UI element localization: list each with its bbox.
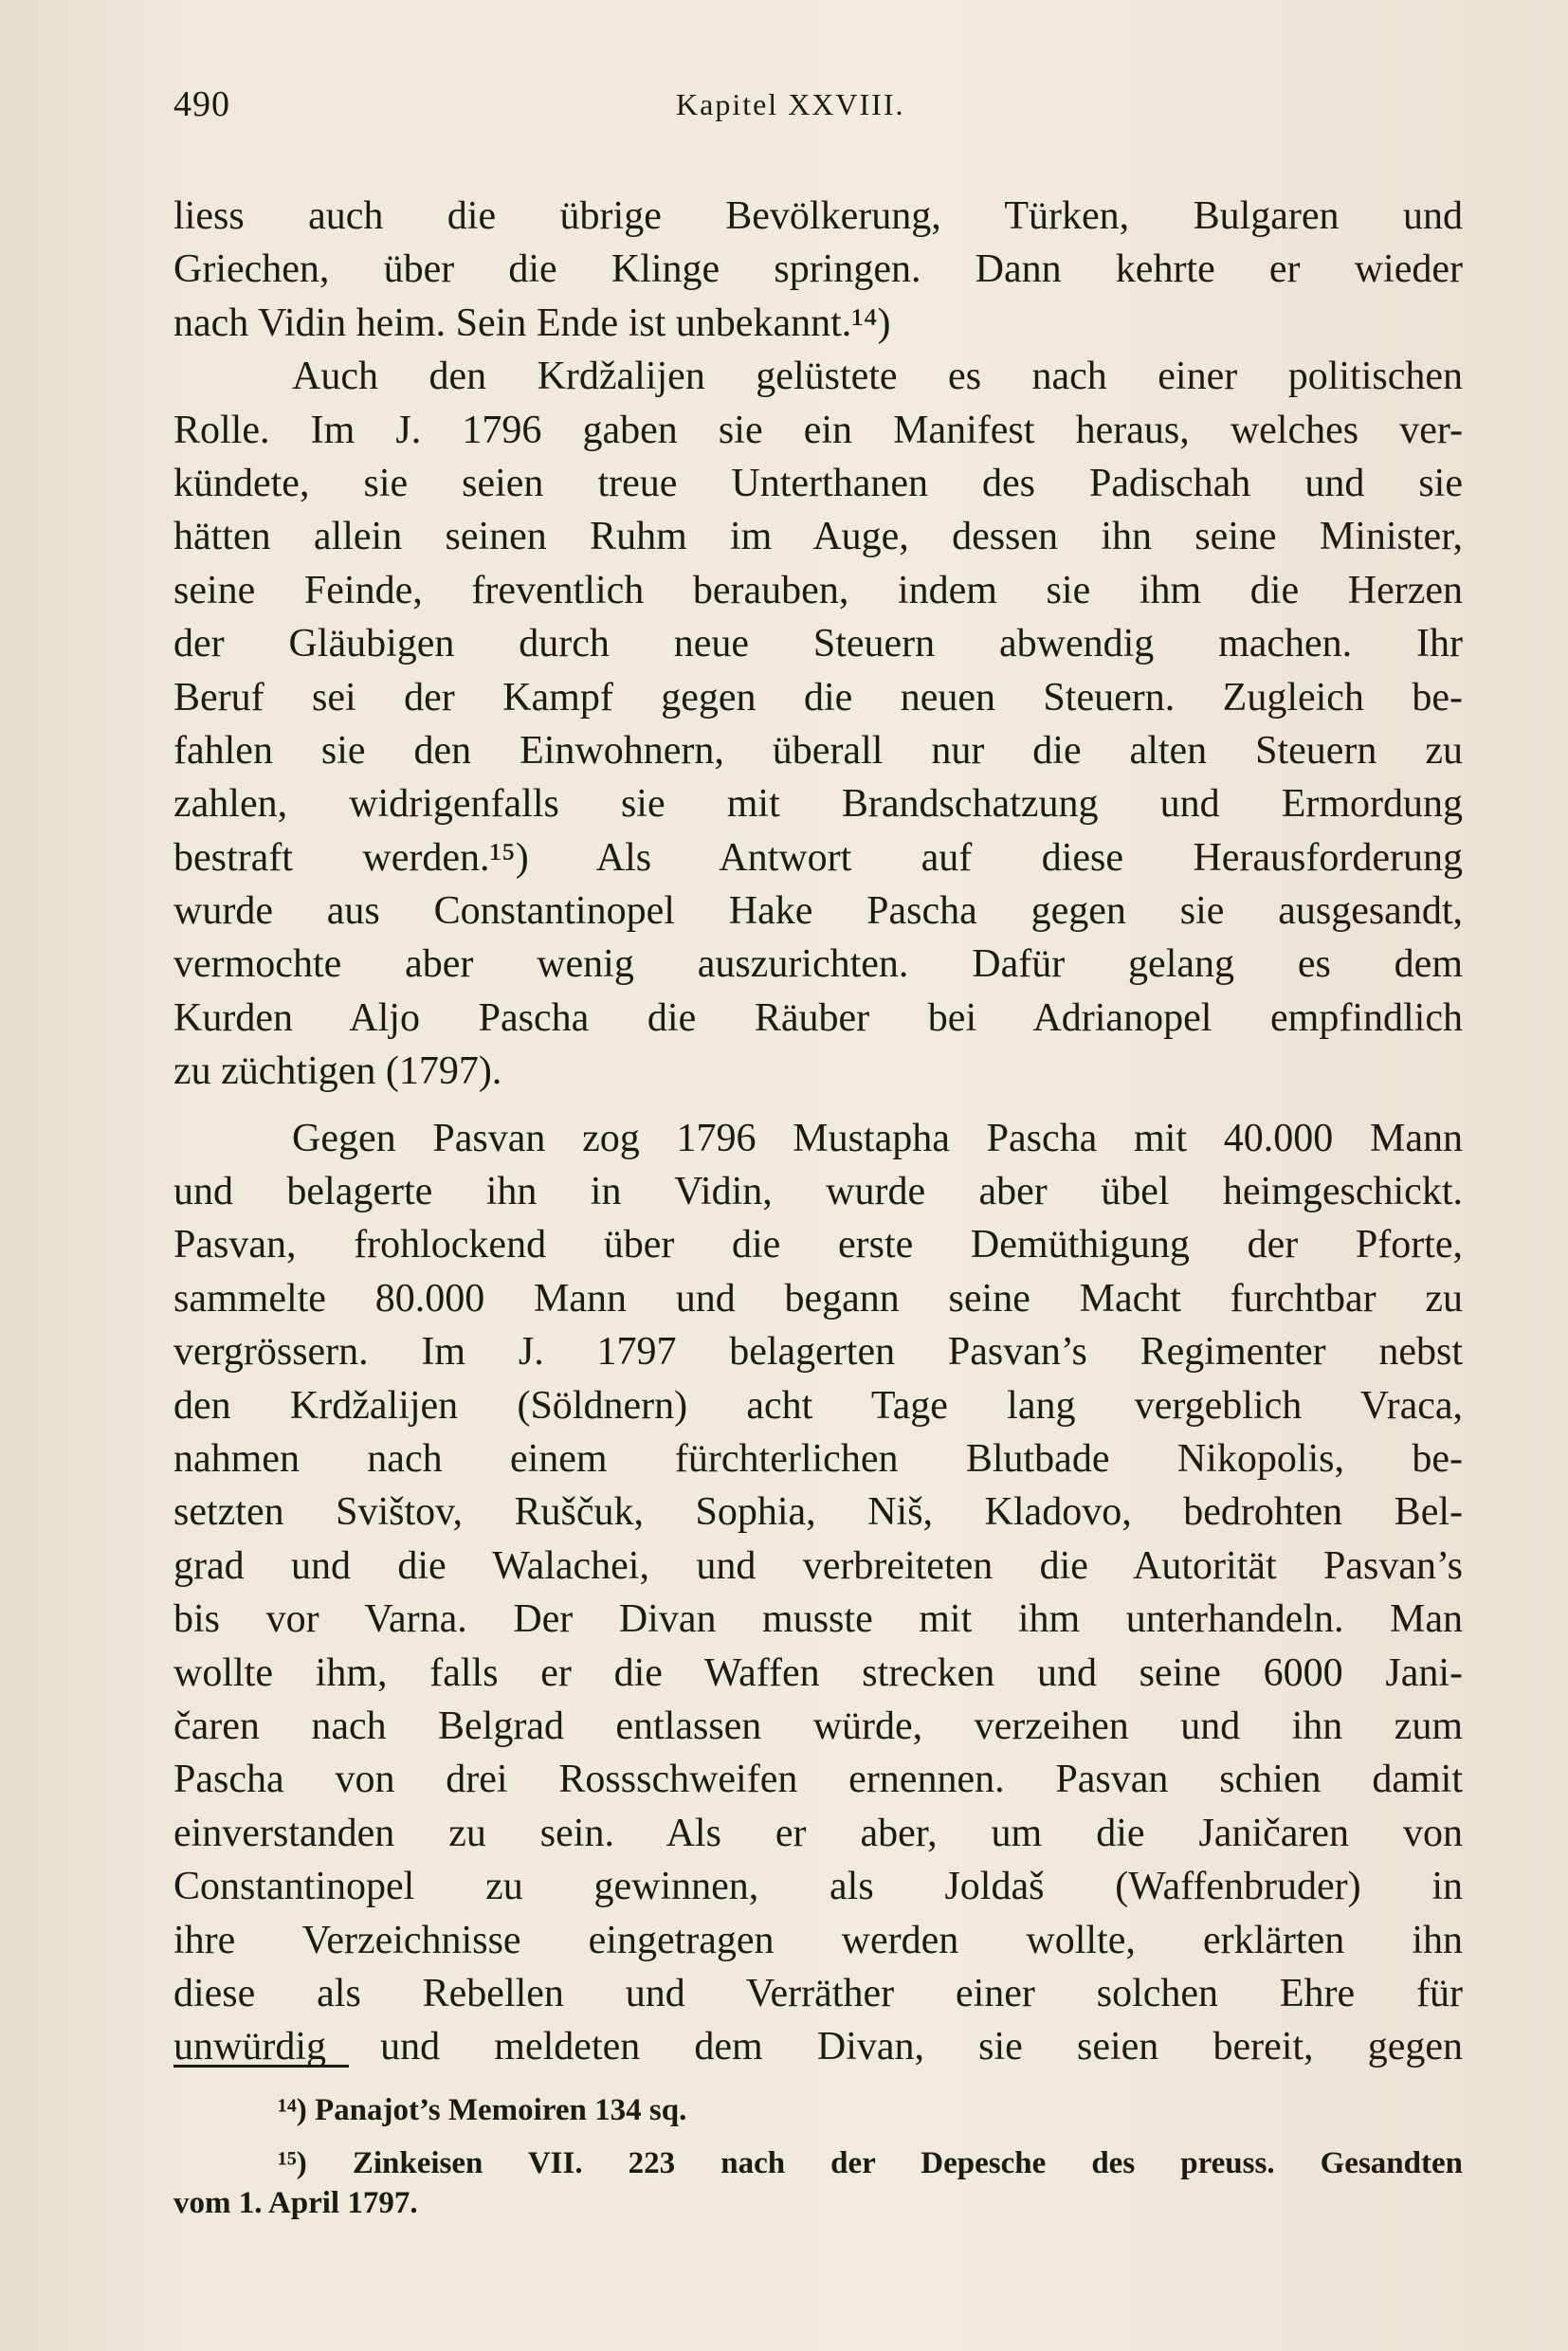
text-line: Rolle. Im J. 1796 gaben sie ein Manifest heraus, welches ver- xyxy=(173,408,1463,452)
text-line: kündete, sie seien treue Unterthanen des Padischah und sie xyxy=(173,461,1463,505)
text-line: wollte ihm, falls er die Waffen strecken und seine 6000 Jani- xyxy=(173,1650,1463,1695)
text-line: Pasvan, frohlockend über die erste Demüthigung der Pforte, xyxy=(173,1223,1463,1267)
text-line: bestraft werden.¹⁵) Als Antwort auf diese Herausforderung xyxy=(173,835,1463,880)
footnote-14: ¹⁴) Panajot’s Memoiren 134 sq. xyxy=(278,2093,687,2127)
text-line: und belagerte ihn in Vidin, wurde aber übel heimgeschickt. xyxy=(173,1170,1463,1214)
footnote-15: ¹⁵) Zinkeisen VII. 223 nach der Depesche des preuss. Gesandten xyxy=(278,2146,1463,2180)
text-line: Gegen Pasvan zog 1796 Mustapha Pascha mit 40.000 Mann xyxy=(292,1116,1463,1160)
body-text xyxy=(173,190,1463,2074)
text-line: nach Vidin heim. Sein Ende ist unbekannt.¹⁴) xyxy=(173,301,891,345)
text-line: bis vor Varna. Der Divan musste mit ihm unterhandeln. Man xyxy=(173,1597,1463,1642)
running-head: Kapitel XXVIII. xyxy=(676,87,905,121)
text-line: sammelte 80.000 Mann und begann seine Macht furchtbar zu xyxy=(173,1276,1463,1321)
text-line: Kurden Aljo Pascha die Räuber bei Adrianopel empfindlich xyxy=(173,995,1463,1040)
text-line: vermochte aber wenig auszurichten. Dafür gelang es dem xyxy=(173,942,1463,987)
text-line: nahmen nach einem fürchterlichen Blutbade Nikopolis, be- xyxy=(173,1436,1463,1481)
page-header xyxy=(173,83,1463,140)
footnote-15-continued: vom 1. April 1797. xyxy=(173,2186,418,2220)
text-line: diese als Rebellen und Verräther einer solchen Ehre für xyxy=(173,1971,1463,2015)
text-line: zahlen, widrigenfalls sie mit Brandschatzung und Ermordung xyxy=(173,782,1463,827)
text-line: setzten Svištov, Ruščuk, Sophia, Niš, Kladovo, bedrohten Bel- xyxy=(173,1490,1463,1535)
text-line: einverstanden zu sein. Als er aber, um die Janičaren von xyxy=(173,1811,1463,1855)
text-line: unwürdig und meldeten dem Divan, sie seien bereit, gegen xyxy=(173,2025,1463,2069)
text-line: Griechen, über die Klinge springen. Dann kehrte er wieder xyxy=(173,247,1463,292)
page-number: 490 xyxy=(173,84,230,124)
text-line: Auch den Krdžalijen gelüstete es nach einer politischen xyxy=(292,355,1463,399)
text-line: ihre Verzeichnisse eingetragen werden wollte, erklärten ihn xyxy=(173,1918,1463,1962)
text-line: Constantinopel zu gewinnen, als Joldaš (Waffenbruder) in xyxy=(173,1865,1463,1909)
text-line: fahlen sie den Einwohnern, überall nur die alten Steuern zu xyxy=(173,728,1463,773)
text-line: liess auch die übrige Bevölkerung, Türken, Bulgaren und xyxy=(173,194,1463,238)
text-line: vergrössern. Im J. 1797 belagerten Pasvan’s Regimenter nebst xyxy=(173,1330,1463,1375)
footnote-gap xyxy=(173,2130,1463,2143)
text-line: den Krdžalijen (Söldnern) acht Tage lang vergeblich Vraca, xyxy=(173,1383,1463,1428)
text-line: der Gläubigen durch neue Steuern abwendig machen. Ihr xyxy=(173,622,1463,666)
text-line: seine Feinde, freventlich berauben, indem sie ihm die Herzen xyxy=(173,568,1463,612)
text-line: Pascha von drei Rossschweifen ernennen. Pasvan schien damit xyxy=(173,1758,1463,1802)
text-line: zu züchtigen (1797). xyxy=(173,1049,502,1094)
footnotes xyxy=(173,2090,1463,2223)
text-line: wurde aus Constantinopel Hake Pascha gegen sie ausgesandt, xyxy=(173,889,1463,934)
text-line: Beruf sei der Kampf gegen die neuen Steuern. Zugleich be- xyxy=(173,675,1463,720)
text-line: hätten allein seinen Ruhm im Auge, dessen ihn seine Minister, xyxy=(173,515,1463,559)
text-line: grad und die Walachei, und verbreiteten die Autorität Pasvan’s xyxy=(173,1543,1463,1588)
text-line: čaren nach Belgrad entlassen würde, verzeihen und ihn zum xyxy=(173,1704,1463,1748)
paragraph-gap xyxy=(173,1099,1463,1112)
footnote-divider xyxy=(173,2065,349,2068)
